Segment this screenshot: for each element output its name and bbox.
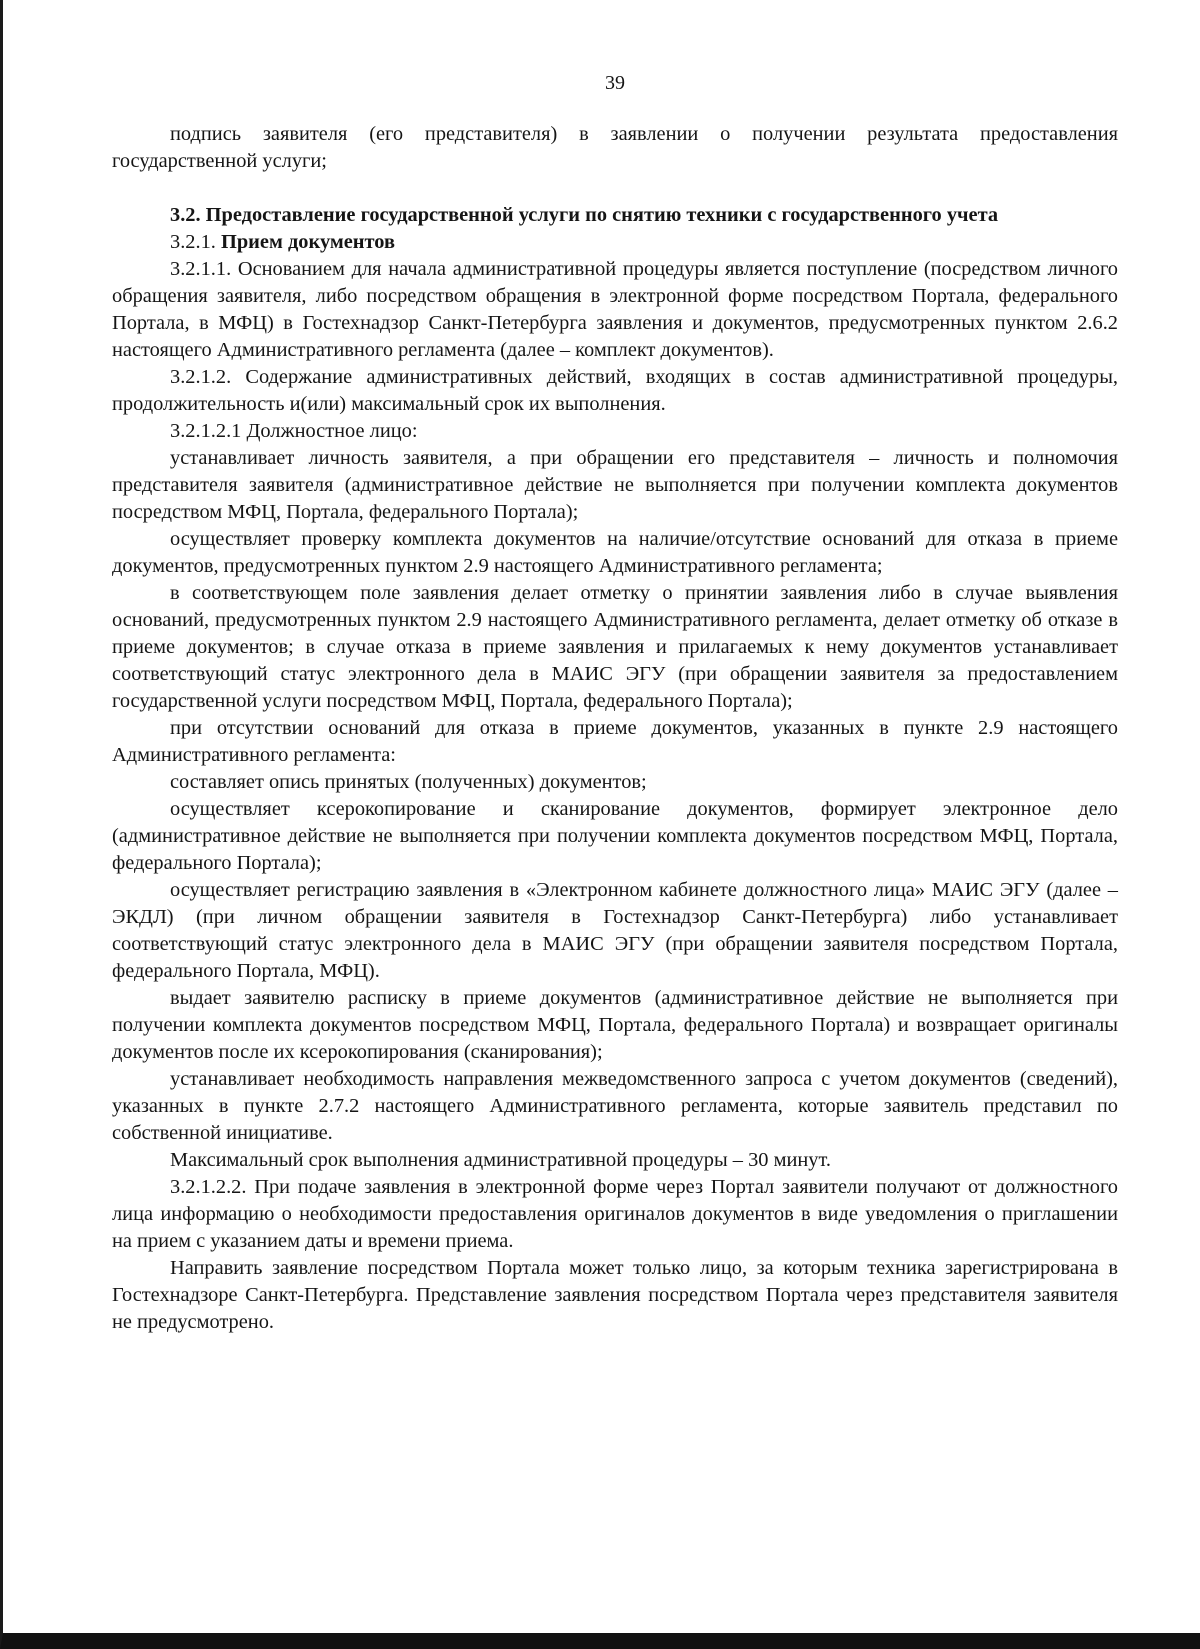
- paragraph-signature: подпись заявителя (его представителя) в заявлении о получении результата предоставления государственной услуги;: [112, 123, 1118, 172]
- subsection-number: 3.2.1.: [170, 231, 221, 253]
- paragraph-receipt: выдает заявителю расписку в приеме документов (административное действие не выполняется при получении комплекта документов посредством МФЦ, Портала, федерального Портала) и возвращает оригиналы документов после их ксерокопирования (сканирования);: [112, 987, 1118, 1063]
- subsection-heading-3-2-1: [112, 229, 1118, 256]
- page-number: 39: [605, 72, 625, 94]
- subsection-title: Прием документов: [220, 231, 396, 253]
- document-page: [112, 70, 1118, 1336]
- paragraph-mark: в соответствующем поле заявления делает отметку о принятии заявления либо в случае выявления оснований, предусмотренных пунктом 2.9 настоящего Административного регламента, делает отметку об отказе в приеме документов; в случае отказа в приеме заявления и прилагаемых к нему документов устанавливает соответствующий статус электронного дела в МАИС ЭГУ (при обращении заявителя за предоставлением государственной услуги посредством МФЦ, Портала, федерального Портала);: [112, 582, 1118, 712]
- paragraph-max-time: Максимальный срок выполнения административной процедуры – 30 минут.: [170, 1149, 831, 1171]
- paragraph-3-2-1-2-2: 3.2.1.2.2. При подаче заявления в электронной форме через Портал заявители получают от должностного лица информацию о необходимости предоставления оригиналов документов в виде уведомления о приглашении на прием с указанием даты и времени приема.: [112, 1176, 1118, 1252]
- paragraph-3-2-1-2: 3.2.1.2. Содержание административных действий, входящих в состав административной процедуры, продолжительность и(или) максимальный срок их выполнения.: [112, 366, 1118, 415]
- paragraph-copy: осуществляет ксерокопирование и сканирование документов, формирует электронное дело (административное действие не выполняется при получении комплекта документов посредством МФЦ, Портала, федерального Портала);: [112, 798, 1118, 874]
- paragraph-request: устанавливает необходимость направления межведомственного запроса с учетом документов (сведений), указанных в пункте 2.7.2 настоящего Административного регламента, которые заявитель представил по собственной инициативе.: [112, 1068, 1118, 1144]
- paragraph-3-2-1-1: 3.2.1.1. Основанием для начала административной процедуры является поступление (посредством личного обращения заявителя, либо посредством обращения в электронной форме посредством Портала, федерального Портала, в МФЦ) в Гостехнадзор Санкт-Петербурга заявления и документов, предусмотренных пунктом 2.6.2 настоящего Административного регламента (далее – комплект документов).: [112, 258, 1118, 361]
- spacer: [112, 175, 1118, 202]
- paragraph-identity: устанавливает личность заявителя, а при обращении его представителя – личность и полномочия представителя заявителя (административное действие не выполняется при получении комплекта документов посредством МФЦ, Портала, федерального Портала);: [112, 447, 1118, 523]
- paragraph-absence: при отсутствии оснований для отказа в приеме документов, указанных в пункте 2.9 настоящего Административного регламента:: [112, 717, 1118, 766]
- paragraph-register: осуществляет регистрацию заявления в «Электронном кабинете должностного лица» МАИС ЭГУ (далее – ЭКДЛ) (при личном обращении заявителя в Гостехнадзор Санкт-Петербурга) либо устанавливает соответствующий статус электронного дела в МАИС ЭГУ (при обращении заявителя посредством Портала, федерального Портала, МФЦ).: [112, 879, 1118, 982]
- paragraph-inventory: составляет опись принятых (полученных) документов;: [170, 771, 647, 793]
- paragraph-check: осуществляет проверку комплекта документов на наличие/отсутствие оснований для отказа в приеме документов, предусмотренных пунктом 2.9 настоящего Административного регламента;: [112, 528, 1118, 577]
- paragraph-3-2-1-2-1: 3.2.1.2.1 Должностное лицо:: [170, 420, 418, 442]
- paragraph-portal: Направить заявление посредством Портала может только лицо, за которым техника зарегистрирована в Гостехнадзоре Санкт-Петербурга. Представление заявления посредством Портала через представителя заявителя не предусмотрено.: [112, 1257, 1118, 1333]
- section-heading-3-2: 3.2. Предоставление государственной услуги по снятию техники с государственного учета: [170, 204, 999, 226]
